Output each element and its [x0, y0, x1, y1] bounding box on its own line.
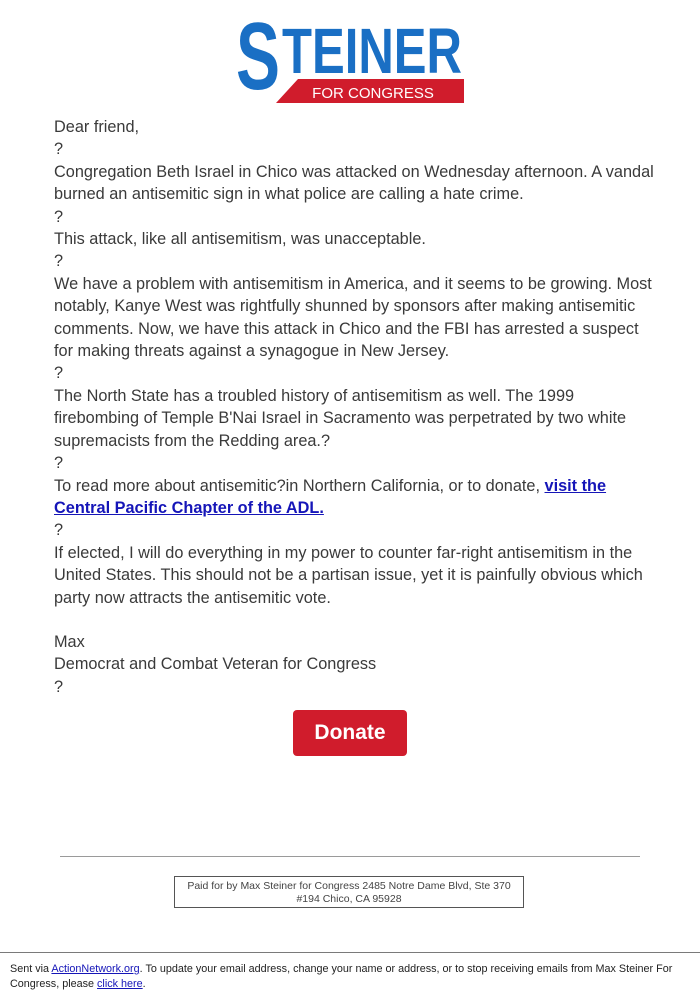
- footer-divider: [0, 952, 700, 953]
- unsubscribe-link[interactable]: click here: [97, 977, 143, 990]
- actionnetwork-link[interactable]: ActionNetwork.org: [51, 963, 140, 975]
- footer-middle: . To update your email address, change your name or address, or to stop receiving emails from Max Steiner For Congress, please: [10, 963, 673, 990]
- campaign-logo: [236, 3, 464, 110]
- separator: ?: [54, 521, 64, 540]
- separator: ?: [54, 140, 64, 159]
- separator: ?: [54, 677, 64, 696]
- paragraph-problem: We have a problem with antisemitism in America, and it seems to be growing. Most notably, Kanye West was rightfully shunned by sponsors after making antisemitic comments. Now, we have this attack in Chico and the FBI has arrested a suspect for making threats against a synagogue in New Jersey.: [54, 274, 652, 361]
- footer-note: [10, 962, 692, 991]
- paragraph-history: The North State has a troubled history of antisemitism as well. The 1999 firebombing of Temple B'Nai Israel in Sacramento was perpetrated by two white supremacists from the Redding area.?: [54, 386, 627, 450]
- paragraph-unacceptable: This attack, like all antisemitism, was unacceptable.: [54, 230, 426, 249]
- email-body: [54, 116, 654, 698]
- spacer: [54, 609, 654, 631]
- separator: ?: [54, 454, 64, 473]
- separator: ?: [54, 364, 64, 383]
- separator: ?: [54, 252, 64, 271]
- paragraph-attack: Congregation Beth Israel in Chico was attacked on Wednesday afternoon. A vandal burned an antisemitic sign in what police are calling a hate crime.: [54, 162, 654, 204]
- paragraph-read-more: [54, 475, 654, 520]
- footer-suffix: .: [142, 977, 146, 990]
- signature-name: Max: [54, 632, 85, 651]
- donate-button[interactable]: Donate: [293, 710, 407, 756]
- logo-initial: S: [236, 3, 280, 110]
- read-more-text: To read more about antisemitic?in Northern California, or to donate,: [54, 476, 545, 495]
- logo-name: TEINER: [282, 15, 462, 87]
- logo-tagline: FOR CONGRESS: [312, 85, 434, 102]
- footer-prefix: Sent via: [10, 963, 52, 975]
- divider: [60, 856, 640, 857]
- separator: ?: [54, 207, 64, 226]
- adl-link[interactable]: visit the Central Pacific Chapter of the ADL.: [54, 476, 607, 517]
- paid-for-disclaimer: Paid for by Max Steiner for Congress 2485 Notre Dame Blvd, Ste 370 #194 Chico, CA 95928: [174, 876, 524, 908]
- paragraph-closing: If elected, I will do everything in my power to counter far-right antisemitism in the United States. This should not be a partisan issue, yet it is painfully obvious which party now attracts the antisemitic vote.: [54, 543, 643, 607]
- greeting: Dear friend,: [54, 118, 140, 136]
- logo-graphic: [236, 3, 464, 110]
- signature-title: Democrat and Combat Veteran for Congress: [54, 655, 377, 674]
